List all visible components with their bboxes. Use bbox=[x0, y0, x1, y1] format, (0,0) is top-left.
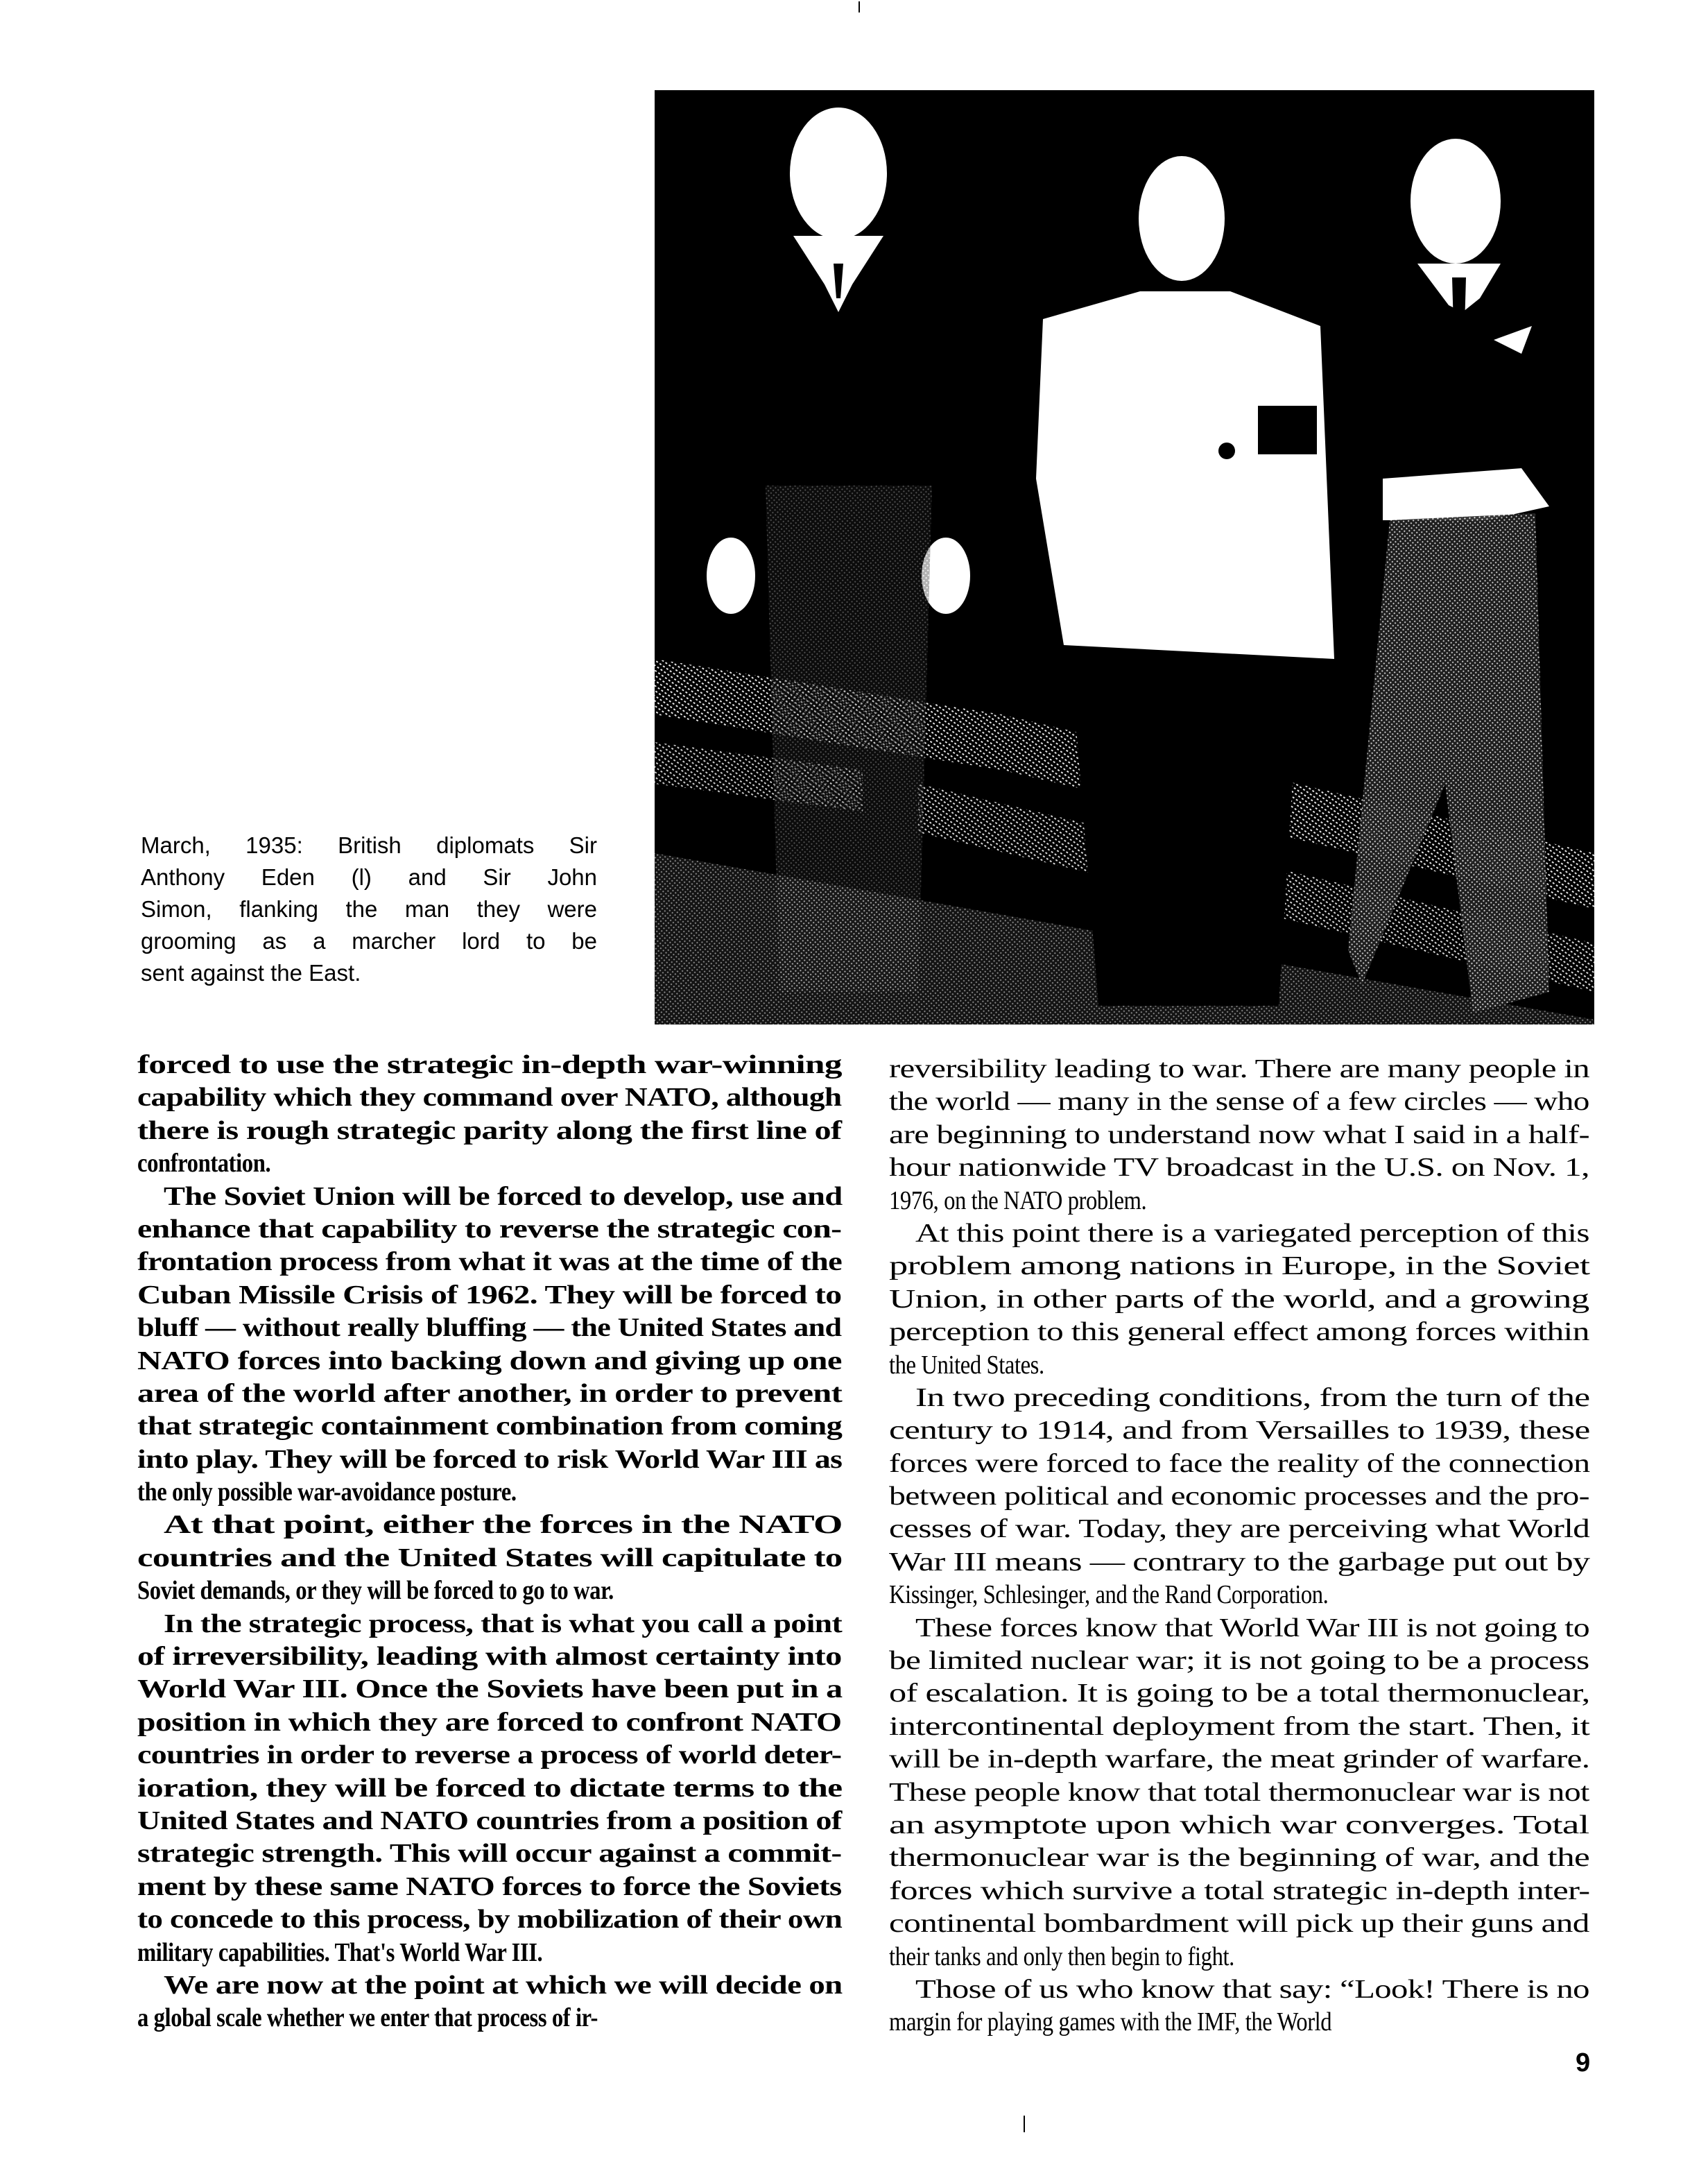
text-line bbox=[889, 1579, 1589, 1611]
line-text: there is rough strategic parity along the first line of bbox=[137, 1115, 842, 1145]
paragraph bbox=[889, 1973, 1589, 2039]
text-line bbox=[137, 2002, 842, 2034]
line-text: will be in-depth warfare, the meat grinder of warfare. bbox=[889, 1745, 1590, 1774]
text-line bbox=[889, 1382, 1589, 1414]
line-text: an asymptote upon which war converges. Total bbox=[889, 1810, 1589, 1840]
text-line bbox=[137, 1049, 842, 1081]
line-text: We are now at the point at which we will decide on bbox=[164, 1970, 843, 2000]
line-text: forces were forced to face the reality of the connection bbox=[889, 1448, 1590, 1478]
line-text: the United States. bbox=[889, 1350, 1044, 1380]
line-text: World War III. Once the Soviets have been put in a bbox=[137, 1674, 843, 1704]
text-line bbox=[137, 1673, 842, 1706]
paragraph bbox=[889, 1217, 1589, 1382]
text-line bbox=[137, 1279, 842, 1312]
text-line bbox=[137, 1739, 842, 1772]
text-line bbox=[137, 1246, 842, 1278]
line-text: These forces know that World War III is not going to bbox=[915, 1613, 1590, 1643]
line-text: area of the world after another, in order to prevent bbox=[137, 1378, 843, 1408]
line-text: margin for playing games with the IMF, the World bbox=[889, 2007, 1332, 2037]
line-text: In two preceding conditions, from the turn of the bbox=[915, 1382, 1590, 1412]
line-text: be limited nuclear war; it is not going to be a process bbox=[889, 1646, 1589, 1676]
text-line bbox=[889, 1217, 1589, 1250]
text-line bbox=[889, 1842, 1589, 1874]
text-line bbox=[137, 1410, 842, 1443]
text-line bbox=[889, 1809, 1589, 1842]
text-line bbox=[889, 1908, 1589, 1940]
line-text: cesses of war. Today, they are perceiving what World bbox=[889, 1514, 1590, 1544]
line-text: intercontinental deployment from the start. Then, it bbox=[889, 1711, 1590, 1741]
text-line bbox=[137, 1805, 842, 1837]
scan-artifact bbox=[859, 1, 860, 12]
paragraph bbox=[137, 1969, 842, 2035]
line-text: countries in order to reverse a process of world deter- bbox=[137, 1740, 842, 1770]
text-line bbox=[889, 1185, 1589, 1217]
line-text: the world — many in the sense of a few circles — who bbox=[889, 1087, 1589, 1117]
text-line bbox=[889, 1546, 1589, 1579]
text-line bbox=[889, 1086, 1589, 1118]
line-text: of irreversibility, leading with almost certainty into bbox=[137, 1642, 842, 1672]
photo-caption bbox=[141, 830, 597, 989]
line-text: are beginning to understand now what I said in a half- bbox=[889, 1120, 1589, 1149]
line-text: In the strategic process, that is what you call a point bbox=[164, 1609, 843, 1638]
line-text: ioration, they will be forced to dictate terms to the bbox=[137, 1773, 843, 1803]
text-line bbox=[137, 1871, 842, 1903]
line-text: These people know that total thermonuclear war is not bbox=[889, 1777, 1589, 1807]
text-line bbox=[889, 1283, 1589, 1316]
paragraph bbox=[889, 1382, 1589, 1612]
historical-photo bbox=[655, 90, 1594, 1025]
text-line bbox=[889, 1513, 1589, 1545]
caption-line: Anthony Eden (l) and Sir John bbox=[141, 864, 597, 890]
text-line bbox=[889, 1743, 1589, 1776]
line-text: Those of us who know that say: “Look! There is no bbox=[915, 1974, 1589, 2004]
text-line bbox=[889, 1875, 1589, 1908]
text-line bbox=[889, 1776, 1589, 1809]
paragraph bbox=[889, 1053, 1589, 1217]
line-text: countries and the United States will capitulate to bbox=[137, 1543, 843, 1572]
text-line bbox=[137, 1147, 842, 1180]
caption-line: March, 1935: British diplomats Sir bbox=[141, 832, 597, 858]
line-text: perception to this general effect among forces within bbox=[889, 1317, 1589, 1347]
text-line bbox=[889, 1480, 1589, 1513]
text-line bbox=[889, 1349, 1589, 1382]
line-text: Kissinger, Schlesinger, and the Rand Corporation. bbox=[889, 1580, 1329, 1610]
text-line bbox=[889, 1612, 1589, 1645]
line-text: Union, in other parts of the world, and a growing bbox=[889, 1284, 1589, 1314]
text-line bbox=[137, 1476, 842, 1509]
line-text: position in which they are forced to confront NATO bbox=[137, 1707, 842, 1737]
line-text: of escalation. It is going to be a total thermonuclear, bbox=[889, 1679, 1590, 1708]
photo-image bbox=[655, 90, 1594, 1025]
text-line bbox=[137, 1312, 842, 1344]
line-text: Soviet demands, or they will be forced to go to war. bbox=[137, 1576, 614, 1606]
line-text: the only possible war-avoidance posture. bbox=[137, 1477, 517, 1507]
page-number: 9 bbox=[1576, 2048, 1591, 2077]
text-line bbox=[137, 1213, 842, 1246]
text-line bbox=[889, 1119, 1589, 1151]
line-text: military capabilities. That's World War III. bbox=[137, 1937, 543, 1967]
line-text: capability which they command over NATO, although bbox=[137, 1083, 842, 1113]
text-line bbox=[889, 1645, 1589, 1677]
text-line bbox=[889, 2006, 1589, 2039]
text-line bbox=[137, 1575, 842, 1607]
line-text: ment by these same NATO forces to force the Soviets bbox=[137, 1871, 842, 1901]
caption-line: Simon, flanking the man they were bbox=[141, 896, 597, 922]
text-line bbox=[137, 1608, 842, 1640]
text-line bbox=[137, 1443, 842, 1476]
line-text: continental bombardment will pick up their guns and bbox=[889, 1909, 1589, 1939]
line-text: 1976, on the NATO problem. bbox=[889, 1185, 1147, 1215]
line-text: reversibility leading to war. There are many people in bbox=[889, 1054, 1589, 1083]
text-line bbox=[137, 1509, 842, 1541]
line-text: strategic strength. This will occur against a commit- bbox=[137, 1839, 842, 1869]
text-line bbox=[137, 1378, 842, 1410]
paragraph bbox=[137, 1509, 842, 1607]
text-line bbox=[889, 1250, 1589, 1283]
text-line bbox=[137, 1772, 842, 1805]
line-text: Cuban Missile Crisis of 1962. They will be forced to bbox=[137, 1280, 842, 1310]
line-text: At this point there is a variegated perception of this bbox=[915, 1218, 1589, 1248]
text-line bbox=[137, 1542, 842, 1575]
line-text: War III means — contrary to the garbage put out by bbox=[889, 1547, 1590, 1577]
scan-artifact bbox=[1024, 2116, 1025, 2132]
paragraph bbox=[137, 1049, 842, 1181]
text-line bbox=[889, 1151, 1589, 1184]
body-column-left bbox=[137, 1049, 842, 2035]
line-text: between political and economic processes and the pro- bbox=[889, 1482, 1589, 1511]
line-text: NATO forces into backing down and giving up one bbox=[137, 1346, 842, 1375]
caption-line: grooming as a marcher lord to be bbox=[141, 928, 597, 954]
line-text: century to 1914, and from Versailles to 1939, these bbox=[889, 1416, 1590, 1446]
line-text: that strategic containment combination from coming bbox=[137, 1412, 843, 1441]
line-text: forced to use the strategic in-depth war-winning bbox=[137, 1050, 842, 1079]
text-line bbox=[889, 1677, 1589, 1710]
line-text: frontation process from what it was at the time of the bbox=[137, 1247, 843, 1277]
line-text: forces which survive a total strategic in-depth inter- bbox=[889, 1876, 1590, 1905]
text-line bbox=[137, 1969, 842, 2002]
text-line bbox=[137, 1837, 842, 1870]
line-text: United States and NATO countries from a position of bbox=[137, 1806, 842, 1835]
line-text: enhance that capability to reverse the strategic con- bbox=[137, 1214, 842, 1244]
text-line bbox=[137, 1640, 842, 1673]
line-text: problem among nations in Europe, in the Soviet bbox=[889, 1251, 1590, 1281]
text-line bbox=[137, 1081, 842, 1114]
line-text: their tanks and only then begin to fight. bbox=[889, 1942, 1234, 1971]
caption-line: sent against the East. bbox=[141, 960, 361, 986]
line-text: The Soviet Union will be forced to develop, use and bbox=[164, 1181, 843, 1211]
line-text: hour nationwide TV broadcast in the U.S. on Nov. 1, bbox=[889, 1153, 1589, 1183]
text-line bbox=[889, 1448, 1589, 1480]
text-line bbox=[137, 1181, 842, 1213]
text-line bbox=[889, 1711, 1589, 1743]
line-text: thermonuclear war is the beginning of war, and the bbox=[889, 1843, 1590, 1873]
text-line bbox=[889, 1973, 1589, 2006]
text-line bbox=[137, 1903, 842, 1936]
paragraph bbox=[137, 1608, 842, 1969]
line-text: At that point, either the forces in the NATO bbox=[164, 1510, 843, 1540]
line-text: into play. They will be forced to risk World War III as bbox=[137, 1444, 843, 1474]
body-column-right bbox=[889, 1053, 1589, 2039]
text-line bbox=[137, 1115, 842, 1147]
text-line bbox=[889, 1053, 1589, 1086]
text-line bbox=[137, 1345, 842, 1378]
text-line bbox=[889, 1316, 1589, 1348]
paragraph bbox=[137, 1181, 842, 1509]
line-text: a global scale whether we enter that process of ir- bbox=[137, 2003, 598, 2033]
paragraph bbox=[889, 1612, 1589, 1973]
line-text: confrontation. bbox=[137, 1149, 271, 1178]
line-text: to concede to this process, by mobilization of their own bbox=[137, 1905, 843, 1935]
text-line bbox=[137, 1937, 842, 1969]
text-line bbox=[889, 1414, 1589, 1447]
text-line bbox=[137, 1706, 842, 1739]
line-text: bluff — without really bluffing — the United States and bbox=[137, 1313, 842, 1343]
text-line bbox=[889, 1941, 1589, 1973]
